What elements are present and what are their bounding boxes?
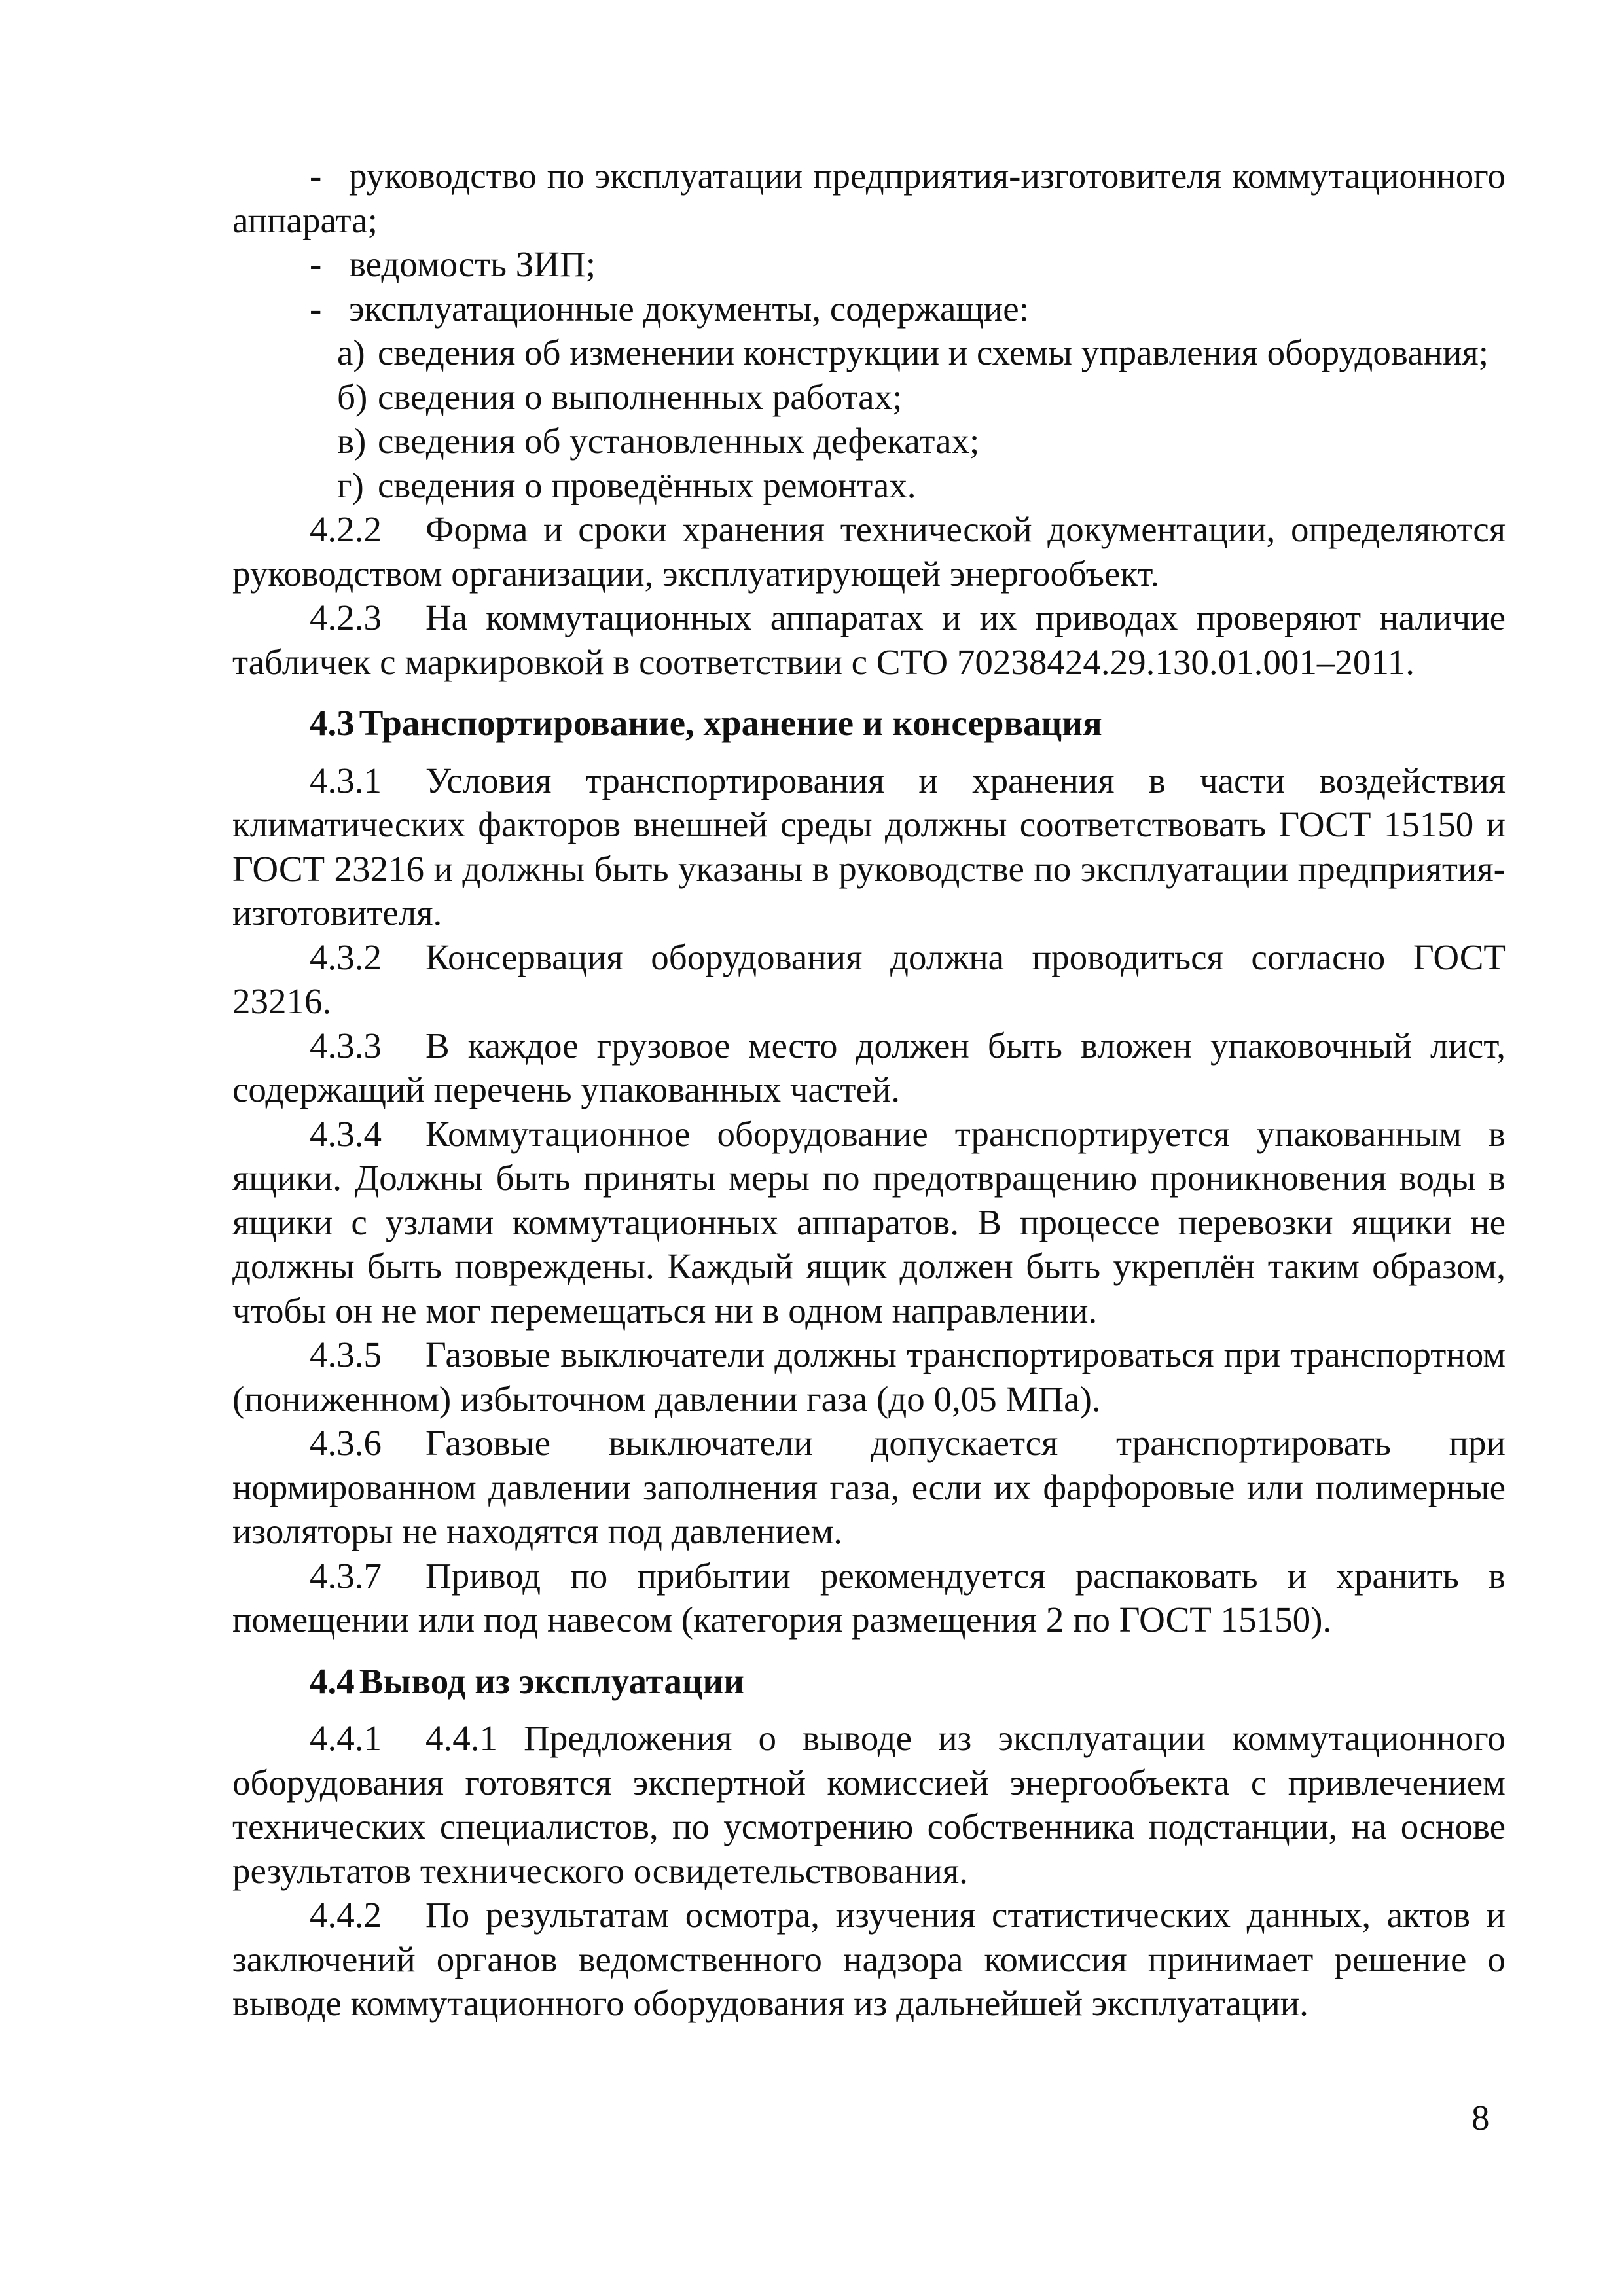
paragraph-text: Форма и сроки хранения технической документации, определяются руководством организации, эксплуатирующей энергообъект. [232, 509, 1506, 594]
paragraph-number: 4.3.7 [310, 1555, 382, 1596]
paragraph-4-3-3 [232, 1024, 1506, 1112]
sublist-item-a [232, 331, 1506, 375]
sublist-mark: г) [337, 465, 364, 505]
paragraph-4-3-4 [232, 1112, 1506, 1333]
section-title: Вывод из эксплуатации [359, 1660, 744, 1701]
list-item-text: ведомость ЗИП; [349, 244, 596, 284]
section-title: Транспортирование, хранение и консервация [359, 703, 1102, 743]
sublist-item-v [232, 419, 1506, 463]
paragraph-number: 4.2.3 [310, 598, 382, 637]
sublist-item-b [232, 375, 1506, 420]
document-page [232, 154, 1506, 2026]
paragraph-4-3-5 [232, 1333, 1506, 1421]
paragraph-number: 4.3.2 [310, 937, 382, 977]
paragraph-text: 4.4.1 Предложения о выводе из эксплуатации коммутационного оборудования готовятся экспертной комиссией энергообъекта с привлечением технических специалистов, по усмотрению собственника подстанции, на основе результатов технического освидетельствования. [232, 1718, 1506, 1891]
list-item-text: руководство по эксплуатации предприятия-изготовителя коммутационного аппарата; [232, 156, 1506, 240]
paragraph-text: Консервация оборудования должна проводиться согласно ГОСТ 23216. [232, 937, 1506, 1021]
list-item-manual [232, 154, 1506, 242]
paragraph-text: В каждое грузовое место должен быть вложен упаковочный лист, содержащий перечень упакованных частей. [232, 1025, 1506, 1109]
paragraph-4-3-6 [232, 1421, 1506, 1554]
paragraph-number: 4.3.3 [310, 1025, 382, 1066]
sublist-text: сведения о проведённых ремонтах. [378, 465, 916, 505]
paragraph-number: 4.3.1 [310, 760, 382, 800]
paragraph-number: 4.4.2 [310, 1895, 382, 1935]
sublist-mark: в) [337, 421, 367, 461]
paragraph-number: 4.3.5 [310, 1335, 382, 1374]
section-heading-4-4 [232, 1642, 1506, 1717]
paragraph-text: Коммутационное оборудование транспортируется упакованным в ящики. Должны быть приняты меры по предотвращению проникновения воды в ящики с узлами коммутационных аппаратов. В процессе перевозки ящики не должны быть повреждены. Каждый ящик должен быть укреплён таким образом, чтобы он не мог перемещаться ни в одном направлении. [232, 1113, 1506, 1331]
paragraph-4-2-2 [232, 507, 1506, 596]
paragraph-text: Привод по прибытии рекомендуется распаковать и хранить в помещении или под навесом (категория размещения 2 по ГОСТ 15150). [232, 1555, 1506, 1640]
sublist-text: сведения о выполненных работах; [378, 376, 903, 417]
list-dash: - [310, 244, 322, 284]
list-item-text: эксплуатационные документы, содержащие: [349, 288, 1029, 329]
sublist-item-g [232, 463, 1506, 508]
list-item-docs [232, 287, 1506, 331]
paragraph-number: 4.3.6 [310, 1423, 382, 1463]
paragraph-number: 4.3.4 [310, 1113, 382, 1154]
sublist-mark: а) [337, 332, 365, 372]
paragraph-4-3-1 [232, 759, 1506, 935]
paragraph-text: На коммутационных аппаратах и их приводах проверяют наличие табличек с маркировкой в соответствии с СТО 70238424.29.130.01.001–2011. [232, 598, 1506, 682]
sublist-text: сведения об изменении конструкции и схемы управления оборудования; [378, 332, 1489, 372]
section-number: 4.3 [310, 703, 355, 743]
page-number: 8 [1471, 2098, 1490, 2138]
paragraph-4-4-1 [232, 1716, 1506, 1893]
list-dash: - [310, 156, 322, 196]
paragraph-4-4-2 [232, 1893, 1506, 2026]
list-dash: - [310, 288, 322, 329]
sublist-mark: б) [337, 376, 368, 417]
list-item-zip [232, 242, 1506, 287]
paragraph-text: Газовые выключатели допускается транспортировать при нормированном давлении заполнения газа, если их фарфоровые или полимерные изоляторы не находятся под давлением. [232, 1423, 1506, 1551]
paragraph-text: По результатам осмотра, изучения статистических данных, актов и заключений органов ведомственного надзора комиссия принимает решение о выводе коммутационного оборудования из дальнейшей эксплуатации. [232, 1895, 1506, 2023]
section-number: 4.4 [310, 1660, 355, 1701]
section-heading-4-3 [232, 684, 1506, 759]
paragraph-number: 4.4.1 [310, 1718, 382, 1758]
paragraph-4-3-7 [232, 1554, 1506, 1642]
paragraph-4-3-2 [232, 935, 1506, 1024]
paragraph-number: 4.2.2 [310, 509, 382, 549]
paragraph-text: Газовые выключатели должны транспортироваться при транспортном (пониженном) избыточном давлении газа (до 0,05 МПа). [232, 1335, 1506, 1419]
paragraph-4-2-3 [232, 596, 1506, 684]
sublist-text: сведения об установленных дефекатах; [378, 421, 980, 461]
paragraph-text: Условия транспортирования и хранения в части воздействия климатических факторов внешней среды должны соответствовать ГОСТ 15150 и ГОСТ 23216 и должны быть указаны в руководстве по эксплуатации предприятия-изготовителя. [232, 760, 1506, 933]
